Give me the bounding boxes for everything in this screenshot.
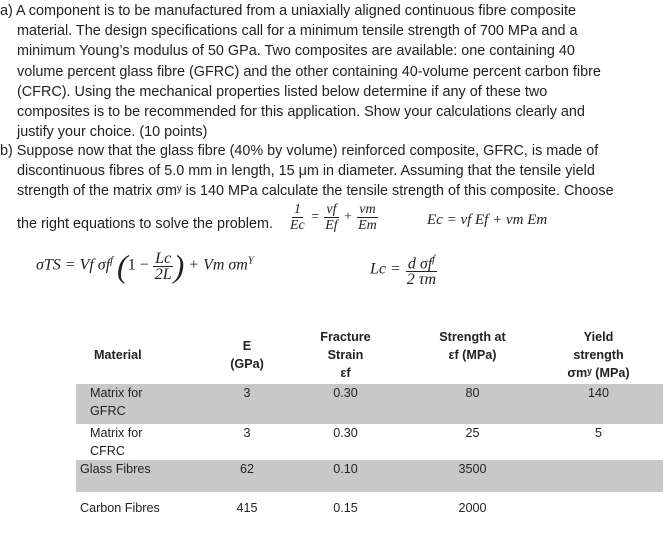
cell-modulus: 3 <box>243 426 251 440</box>
cell-text: CFRC <box>90 444 125 458</box>
part-a-line: a) A component is to be manufactured from a uniaxially aligned continuous fibre composite <box>0 3 576 19</box>
eq-sup: Y <box>247 255 254 267</box>
cell-modulus: 62 <box>214 460 280 492</box>
eq-num: vm <box>359 202 376 217</box>
part-a-line: justify your choice. (10 points) <box>17 124 208 141</box>
cell-yield <box>534 460 663 492</box>
material-properties-table <box>76 326 663 524</box>
eq-text: + Vm σm <box>188 256 248 274</box>
eq-den: 2L <box>154 265 172 283</box>
eq-text: 1 − <box>127 256 149 274</box>
eq-num: 1 <box>293 202 301 217</box>
eq-sign: = <box>310 209 320 225</box>
part-b-line: strength of the matrix σmʸ is 140 MPa calculate the tensile strength of this composite. Choose <box>17 183 614 200</box>
header-text: strength <box>573 348 624 362</box>
cell-yield <box>534 492 663 524</box>
header-modulus <box>214 326 280 384</box>
cell-strength: 2000 <box>458 501 487 515</box>
eq-den: Em <box>358 218 377 233</box>
cell-material <box>76 460 214 492</box>
cell-text: Glass Fibres <box>80 462 151 476</box>
eq-den: Ef <box>325 218 338 233</box>
part-b-line: discontinuous fibres of 5.0 mm in length, 15 μm in diameter. Assuming that the tensile yield <box>17 163 595 180</box>
part-a-line: composites is to be recommended for this application. Show your calculations clearly and <box>17 104 585 121</box>
part-a-line: volume percent glass fibre (GFRC) and the other containing 40-volume percent carbon fibre <box>17 63 601 80</box>
header-text: εf (MPa) <box>448 348 497 362</box>
cell-strength: 25 <box>465 426 480 440</box>
cell-modulus: 415 <box>236 501 258 515</box>
table-row <box>76 424 663 460</box>
table-row <box>76 384 663 424</box>
eq-text: σTS = Vf σf <box>36 256 111 274</box>
table-header-row <box>76 326 663 384</box>
cell-strength: 3500 <box>411 460 534 492</box>
cell-text: Matrix for <box>90 386 143 400</box>
equation-modulus-inverse <box>288 202 379 233</box>
cell-strain: 0.10 <box>280 460 411 492</box>
eq-num: vf <box>326 202 337 217</box>
eq-den: Ec <box>290 218 305 233</box>
cell-strain: 0.30 <box>280 384 411 424</box>
cell-material <box>76 384 214 424</box>
eq-sup: f <box>110 255 114 267</box>
cell-yield: 140 <box>534 384 663 424</box>
eq-den: 2 τm <box>406 271 437 289</box>
cell-strength: 80 <box>411 384 534 424</box>
cell-material <box>76 492 214 524</box>
equation-critical-length <box>370 252 438 287</box>
equation-modulus-rule: Ec = vf Ef + vm Em <box>427 212 548 228</box>
part-b-line: b) Suppose now that the glass fibre (40% by volume) reinforced composite, GFRC, is made of <box>0 143 599 159</box>
header-text: Yield <box>583 330 614 344</box>
cell-text: GFRC <box>90 404 126 418</box>
header-text: εf <box>340 366 351 380</box>
part-a-line: material. The design specifications call for a minimum tensile strength of 700 MPa and a <box>17 23 578 40</box>
header-text: σmʸ (MPa) <box>567 366 630 380</box>
cell-modulus: 3 <box>214 384 280 424</box>
header-text: Strain <box>327 348 364 362</box>
eq-text: Lc = <box>370 260 401 278</box>
header-text: Strength at <box>439 330 506 344</box>
equation-strength: σTS = Vf $\sigma f^f$ (1 − $\frac{Lc}{2L}$ ) + Vm $\sigma m^Y$ <box>36 248 254 284</box>
header-strength <box>411 326 534 384</box>
cell-text: Carbon Fibres <box>80 501 160 515</box>
header-text: (GPa) <box>230 357 264 371</box>
part-b-line: the right equations to solve the problem. <box>17 215 273 232</box>
header-yield-strength <box>534 326 663 384</box>
header-fracture-strain <box>280 326 411 384</box>
table-row <box>76 460 663 492</box>
part-a-line: minimum Young’s modulus of 50 GPa. Two composites are available: one containing 40 <box>17 43 575 60</box>
question-part-a <box>0 1 640 142</box>
eq-num: d σf <box>407 255 433 273</box>
cell-text: Matrix for <box>90 426 143 440</box>
eq-num: Lc <box>155 249 172 267</box>
cell-material <box>76 424 214 460</box>
table-row <box>76 492 663 524</box>
cell-yield: 5 <box>594 426 602 440</box>
header-text: Fracture <box>320 330 371 344</box>
eq-sup: f <box>432 254 436 265</box>
part-a-line: (CFRC). Using the mechanical properties listed below determine if any of these two <box>17 83 548 100</box>
eq-sign: + <box>343 209 353 225</box>
cell-strain: 0.15 <box>333 501 358 515</box>
header-material: Material <box>94 348 142 362</box>
cell-strain: 0.30 <box>333 426 358 440</box>
header-text: E <box>242 339 252 353</box>
